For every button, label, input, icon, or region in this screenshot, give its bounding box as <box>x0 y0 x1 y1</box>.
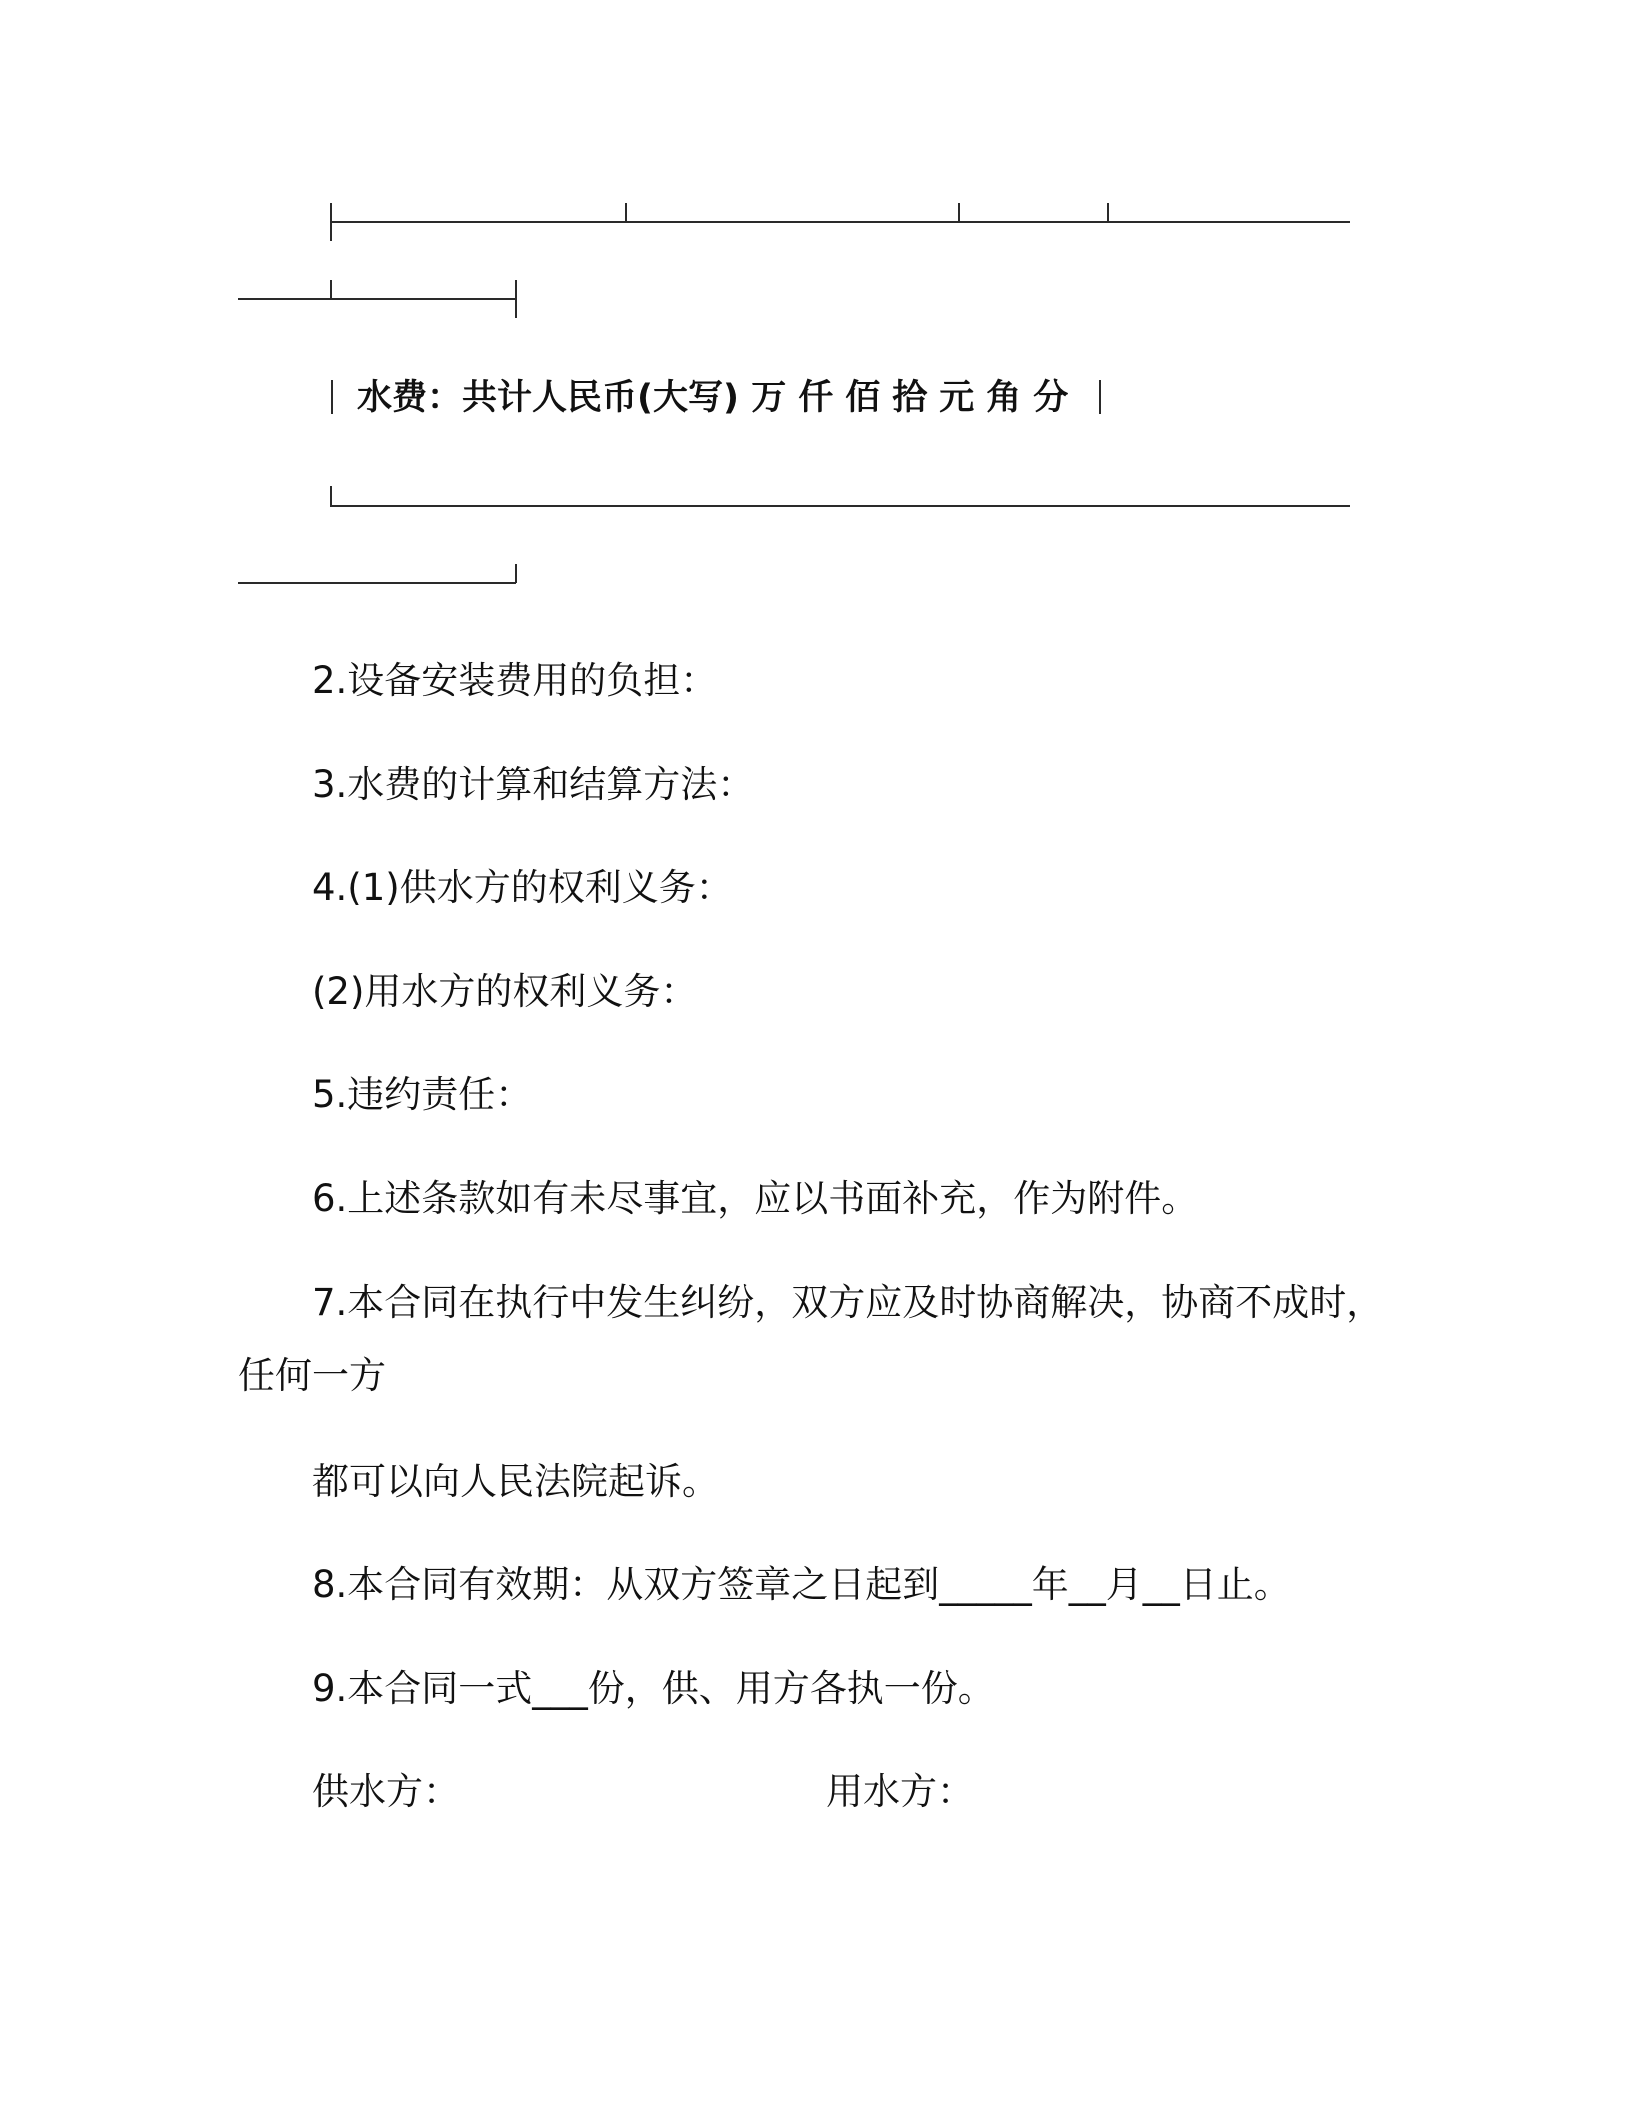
fee-units: 万仟佰拾元角分 <box>751 378 1081 418</box>
table-border-right-bottom <box>515 564 517 583</box>
table-column-tick <box>958 203 960 221</box>
clause-6: 6.上述条款如有未尽事宜，应以书面补充，作为附件。 <box>312 1177 1199 1220</box>
clause-4-1: 4.(1)供水方的权利义务： <box>312 866 733 909</box>
clause-3: 3.水费的计算和结算方法： <box>312 763 755 806</box>
table-column-tick <box>1107 203 1109 221</box>
table-border-right <box>515 280 517 318</box>
table-bottom-rule <box>330 505 1350 507</box>
table-last-rule <box>238 582 516 584</box>
table-column-tick <box>330 280 332 298</box>
clause-2: 2.设备安装费用的负担： <box>312 659 718 702</box>
user-signature-label: 用水方： <box>826 1770 974 1813</box>
clause-7-continued: 任何一方 <box>238 1354 386 1397</box>
table-column-tick <box>625 203 627 221</box>
table-second-rule <box>238 298 516 300</box>
fee-label: 水费：共计人民币(大写) <box>357 378 739 418</box>
table-border-left-bottom <box>330 486 332 506</box>
clause-9: 9.本合同一式___份，供、用方各执一份。 <box>312 1667 995 1710</box>
clause-7-end: 都可以向人民法院起诉。 <box>312 1460 719 1503</box>
clause-4-2: (2)用水方的权利义务： <box>312 970 698 1013</box>
clause-7: 7.本合同在执行中发生纠纷，双方应及时协商解决，协商不成时， <box>312 1281 1384 1324</box>
clause-5: 5.违约责任： <box>312 1073 533 1116</box>
fee-row-left-border <box>331 380 333 414</box>
table-top-rule <box>330 221 1350 223</box>
clause-8: 8.本合同有效期：从双方签章之日起到_____年__月__日止。 <box>312 1563 1291 1606</box>
fee-row <box>357 376 1080 420</box>
fee-row-right-border <box>1099 380 1101 414</box>
supplier-signature-label: 供水方： <box>312 1770 460 1813</box>
